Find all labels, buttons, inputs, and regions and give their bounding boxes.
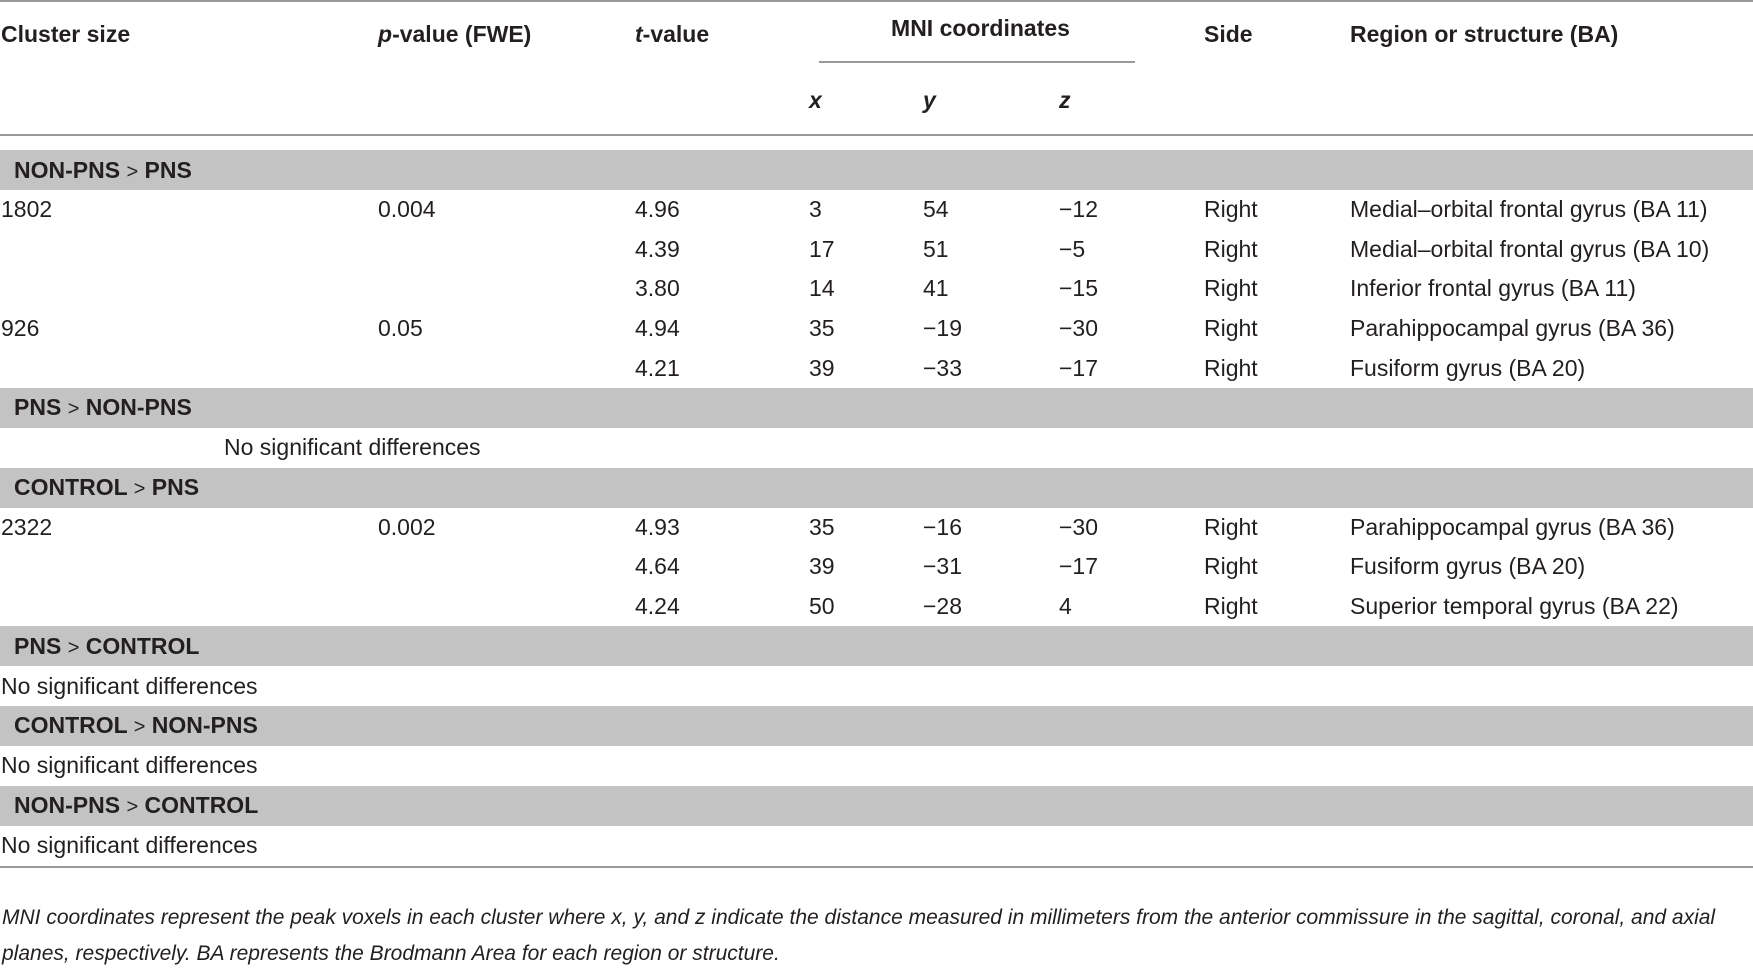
cell-side: Right (1204, 315, 1258, 342)
header-blank (634, 66, 808, 135)
section-label (0, 150, 1753, 190)
table-footnote: MNI coordinates represent the peak voxels in each cluster where x, y, and z indicate the distance measured in millimeters from the anterior commissure in the sagittal, coronal, and axial planes, respectively. BA represents the Brodmann Area for each region or structure. (2, 906, 1716, 965)
section-header-row (0, 468, 1753, 508)
cell-side: Right (1204, 553, 1258, 580)
cell-cluster-size: 2322 (1, 513, 53, 540)
section-label (0, 706, 1753, 746)
header-t-prefix: t (635, 20, 643, 47)
section-group-b: CONTROL (85, 632, 200, 659)
cell-z: −17 (1059, 553, 1099, 580)
header-blank (1349, 66, 1753, 135)
cell-z: −5 (1059, 235, 1086, 262)
no-significance-row (0, 826, 1753, 867)
section-group-b: PNS (151, 474, 200, 501)
cell-cluster-size (0, 547, 377, 587)
cell-x: 39 (809, 354, 835, 381)
header-cluster-size: Cluster size (0, 1, 377, 66)
cell-p-value (377, 547, 634, 587)
no-significance-row (0, 666, 1753, 706)
table-row (0, 269, 1753, 309)
cell-t-value: 3.80 (635, 275, 680, 302)
spacer (0, 135, 1753, 150)
cell-t-value: 4.39 (635, 235, 680, 262)
section-group-b: NON-PNS (85, 394, 192, 421)
section-operator: > (126, 796, 139, 819)
cell-t-value: 4.96 (635, 196, 680, 223)
section-group-a: CONTROL (14, 712, 128, 739)
cell-x: 17 (809, 235, 835, 262)
section-operator: > (133, 478, 146, 501)
header-p-suffix: -value (FWE) (392, 20, 532, 47)
header-mni-label: MNI coordinates (891, 14, 1070, 41)
section-label (0, 626, 1753, 666)
section-group-a: NON-PNS (14, 156, 121, 183)
cell-side: Right (1204, 513, 1258, 540)
section-label (0, 468, 1753, 508)
cell-side: Right (1204, 593, 1258, 620)
section-operator: > (133, 716, 146, 739)
cell-p-value (377, 269, 634, 309)
header-t-suffix: -value (642, 20, 710, 47)
section-header-row (0, 786, 1753, 826)
header-mni-rule (819, 61, 1135, 63)
table-row (0, 230, 1753, 270)
section-group-a: NON-PNS (14, 792, 121, 819)
cell-p-value (377, 587, 634, 627)
cell-cluster-size (0, 269, 377, 309)
cell-x: 50 (809, 593, 835, 620)
cell-z: −12 (1059, 196, 1099, 223)
cell-y: 41 (923, 275, 949, 302)
cell-p-value: 0.05 (378, 315, 423, 342)
header-blank (0, 66, 377, 135)
table-header (0, 1, 1753, 135)
header-blank (377, 66, 634, 135)
section-header-row (0, 150, 1753, 190)
cell-z: 4 (1059, 593, 1072, 620)
section-operator: > (67, 636, 80, 659)
cell-t-value: 4.24 (635, 593, 680, 620)
section-group-b: NON-PNS (151, 712, 258, 739)
section-header-row (0, 626, 1753, 666)
cell-y: −31 (923, 553, 963, 580)
no-significance-text: No significant differences (1, 752, 258, 779)
cell-region: Medial–orbital frontal gyrus (BA 11) (1350, 196, 1708, 223)
cell-y: 54 (923, 196, 949, 223)
cell-side: Right (1204, 196, 1258, 223)
no-significance-row (0, 428, 1753, 468)
cell-cluster-size (0, 348, 377, 388)
section-operator: > (126, 160, 139, 183)
section-label (0, 388, 1753, 428)
cell-y: −28 (923, 593, 963, 620)
cell-x: 35 (809, 513, 835, 540)
cell-p-value (377, 348, 634, 388)
table-row (0, 309, 1753, 349)
table-row (0, 508, 1753, 548)
cell-cluster-size (0, 230, 377, 270)
cell-region: Fusiform gyrus (BA 20) (1350, 553, 1586, 580)
cell-z: −30 (1059, 513, 1099, 540)
cell-z: −17 (1059, 354, 1099, 381)
section-group-a: CONTROL (14, 474, 128, 501)
cell-t-value: 4.94 (635, 315, 680, 342)
cell-cluster-size: 1802 (1, 196, 53, 223)
table-row (0, 190, 1753, 230)
cell-side: Right (1204, 275, 1258, 302)
section-header-row (0, 388, 1753, 428)
cell-x: 14 (809, 275, 835, 302)
cell-x: 3 (809, 196, 822, 223)
cell-t-value: 4.21 (635, 354, 680, 381)
cell-t-value: 4.93 (635, 513, 680, 540)
table-row (0, 547, 1753, 587)
cell-region: Superior temporal gyrus (BA 22) (1350, 593, 1679, 620)
header-t-value (634, 1, 808, 66)
cell-x: 35 (809, 315, 835, 342)
no-significance-text: No significant differences (0, 826, 1753, 867)
table-body (0, 135, 1753, 867)
cell-region: Inferior frontal gyrus (BA 11) (1350, 275, 1636, 302)
section-group-b: CONTROL (144, 792, 259, 819)
table-row (0, 348, 1753, 388)
section-header-row (0, 706, 1753, 746)
cell-side: Right (1204, 354, 1258, 381)
cell-y: −19 (923, 315, 963, 342)
header-p-value (377, 1, 634, 66)
cell-cluster-size: 926 (1, 315, 40, 342)
header-region: Region or structure (BA) (1349, 1, 1753, 66)
cell-p-value (377, 230, 634, 270)
header-blank (1203, 66, 1349, 135)
section-operator: > (67, 398, 80, 421)
no-significance-text: No significant differences (224, 434, 481, 461)
section-group-a: PNS (14, 632, 62, 659)
cell-z: −30 (1059, 315, 1099, 342)
cell-y: 51 (923, 235, 949, 262)
header-side: Side (1203, 1, 1349, 66)
header-x: x (808, 66, 922, 135)
section-label (0, 786, 1753, 826)
header-mni-coordinates (808, 1, 1203, 66)
cell-region: Parahippocampal gyrus (BA 36) (1350, 513, 1675, 540)
header-z: z (1058, 66, 1203, 135)
section-group-a: PNS (14, 394, 62, 421)
cell-cluster-size (0, 587, 377, 627)
cell-region: Fusiform gyrus (BA 20) (1350, 354, 1586, 381)
header-p-prefix: p (378, 20, 393, 47)
cell-side: Right (1204, 235, 1258, 262)
no-significance-text: No significant differences (1, 672, 258, 699)
cell-p-value: 0.002 (378, 513, 436, 540)
cell-t-value: 4.64 (635, 553, 680, 580)
table-row (0, 587, 1753, 627)
cell-y: −16 (923, 513, 963, 540)
cell-region: Parahippocampal gyrus (BA 36) (1350, 315, 1675, 342)
section-group-b: PNS (144, 156, 192, 183)
cell-y: −33 (923, 354, 963, 381)
cell-z: −15 (1059, 275, 1099, 302)
no-significance-row (0, 746, 1753, 786)
cell-region: Medial–orbital frontal gyrus (BA 10) (1350, 235, 1710, 262)
cell-x: 39 (809, 553, 835, 580)
cell-p-value: 0.004 (378, 196, 436, 223)
header-y: y (922, 66, 1058, 135)
